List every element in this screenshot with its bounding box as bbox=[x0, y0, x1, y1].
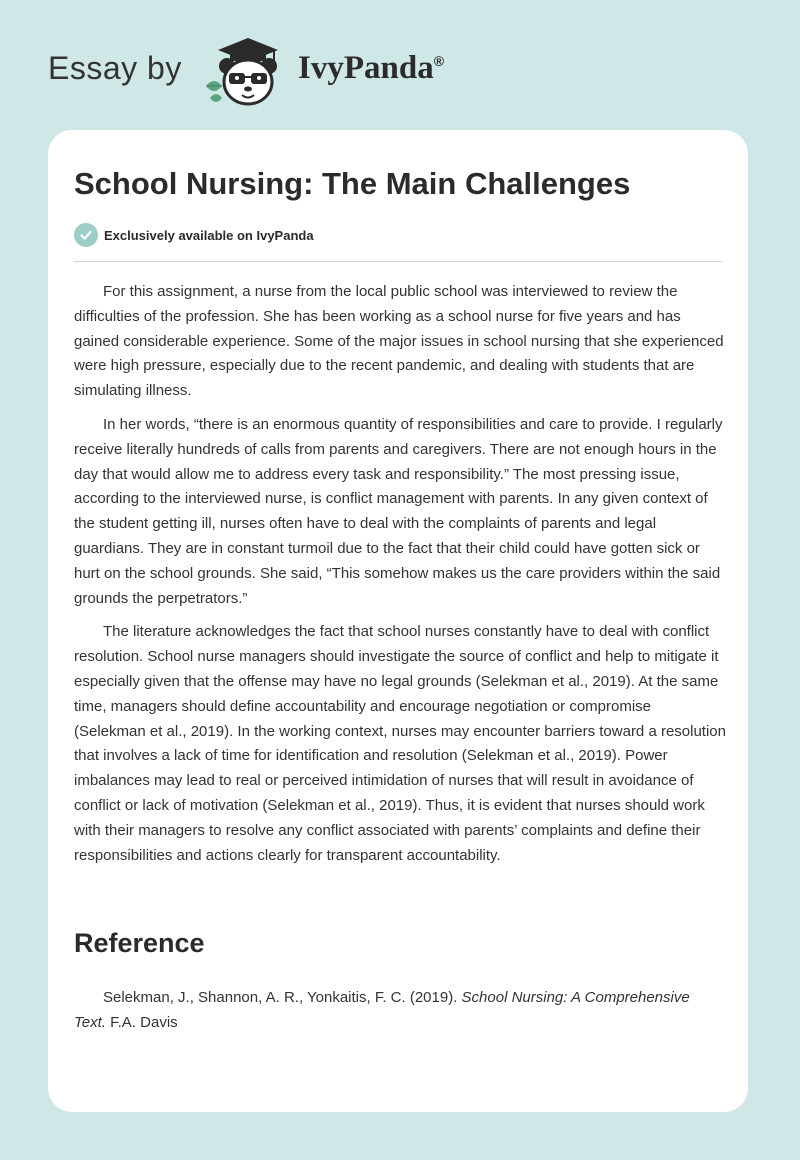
reference-entry bbox=[74, 986, 714, 1036]
essay-body bbox=[74, 280, 726, 877]
divider bbox=[74, 261, 722, 262]
reference-book-title: School Nursing: A Comprehensive Text. bbox=[74, 989, 690, 1031]
reference-publisher: F.A. Davis bbox=[105, 1013, 178, 1031]
brand-name[interactable]: IvyPanda® bbox=[298, 50, 445, 86]
check-circle-icon bbox=[74, 223, 98, 247]
panda-graduate-icon[interactable] bbox=[200, 36, 296, 108]
exclusive-badge-label: Exclusively available on IvyPanda bbox=[104, 227, 314, 243]
site-header bbox=[0, 0, 800, 130]
page-title: School Nursing: The Main Challenges bbox=[74, 166, 631, 201]
trademark-symbol: ® bbox=[433, 53, 445, 69]
reference-heading: Reference bbox=[74, 928, 205, 958]
paragraph: In her words, “there is an enormous quantity of responsibilities and care to provide. I regularly receive literally hundreds of calls from parents and caregivers. There are not enough hours in the day that would allow me to address every task and responsibility.” The most pressing issue, according to the interviewed nurse, is conflict management with parents. In any given context of the student getting ill, nurses often have to deal with the complaints of parents and legal guardians. They are in constant turmoil due to the fact that their child could have gotten sick or hurt on the school grounds. She said, “This somehow makes us the care providers within the said grounds the perpetrators.” bbox=[74, 415, 723, 607]
paragraph: For this assignment, a nurse from the local public school was interviewed to review the difficulties of the profession. She has been working as a school nurse for five years and has gained considerable experience. Some of the major issues in school nursing that she experienced were high pressure, especially due to the recent pandemic, and dealing with students that are simulating illness. bbox=[74, 283, 724, 400]
paragraph: The literature acknowledges the fact that school nurses constantly have to deal with conflict resolution. School nurse managers should investigate the source of conflict and help to mitigate it especially given that the offense may have no legal grounds (Selekman et al., 2019). At the same time, managers should define accountability and encourage negotiation or compromise (Selekman et al., 2019). In the working context, nurses may encounter barriers toward a resolution that involves a lack of time for identification and resolution (Selekman et al., 2019). Power imbalances may lead to real or perceived intimidation of nurses that will result in avoidance of conflict or lack of motivation (Selekman et al., 2019). Thus, it is evident that nurses should work with their managers to resolve any conflict associated with parents’ complaints and define their responsibilities and actions clearly for transparent accountability. bbox=[74, 623, 726, 864]
essay-card bbox=[48, 130, 748, 1112]
exclusive-badge bbox=[74, 222, 314, 248]
essay-by-label: Essay by bbox=[48, 50, 182, 86]
reference-authors: Selekman, J., Shannon, A. R., Yonkaitis, F. C. (2019). bbox=[103, 989, 462, 1006]
